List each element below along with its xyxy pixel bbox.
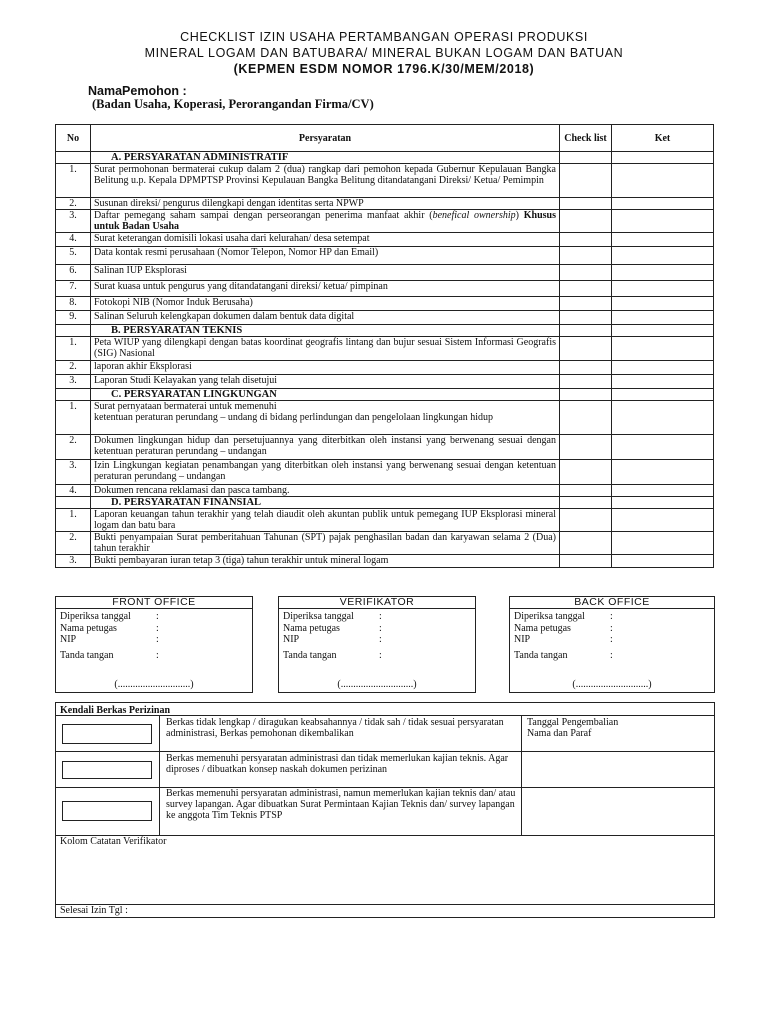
requirement-cell — [91, 361, 560, 375]
signature-label — [56, 650, 252, 662]
remarks-cell[interactable] — [612, 555, 714, 568]
requirement-row — [56, 311, 714, 325]
requirement-no: 7. — [56, 281, 91, 297]
return-date-label: Tanggal Pengembalian Nama dan Paraf — [527, 717, 619, 739]
requirement-row — [56, 555, 714, 568]
requirement-text-italic: benefical ownership — [432, 210, 516, 221]
remarks-cell[interactable] — [612, 233, 714, 247]
nip-label — [56, 634, 252, 646]
remarks-cell[interactable] — [612, 247, 714, 265]
control-option-checkbox[interactable] — [62, 801, 152, 821]
license-finished-date-label: Selesai Izin Tgl : — [60, 905, 128, 916]
control-option-text: Berkas tidak lengkap / diragukan keabsahannya / tidak sah / tidak sesuai persyaratan administrasi, Berkas pemohonan dikembalikan — [166, 717, 504, 739]
requirement-text: Peta WIUP yang dilengkapi dengan batas koordinat geografis lintang dan bujur sesuai Sistem Informasi Geografis (SIG) Nasional — [94, 337, 556, 359]
field-colon: : — [379, 634, 382, 645]
requirement-row — [56, 435, 714, 460]
section-ket-cell — [612, 389, 714, 401]
field-label: Tanda tangan — [60, 649, 114, 661]
section-header-row — [56, 152, 714, 164]
remarks-cell[interactable] — [612, 401, 714, 435]
requirement-text: Laporan keuangan tahun terakhir yang telah diaudit oleh akuntan publik untuk pemegang IUP Eksplorasi mineral logam dan batu bara — [94, 509, 556, 531]
requirement-row — [56, 164, 714, 198]
field-colon: : — [610, 649, 613, 661]
remarks-cell[interactable] — [612, 460, 714, 485]
field-label: Tanda tangan — [283, 649, 337, 661]
control-option-checkbox[interactable] — [62, 724, 152, 744]
section-no-cell — [56, 389, 91, 401]
requirement-text: Izin Lingkungan kegiatan penambangan yang diterbitkan oleh instansi yang berwenang sesuai dengan ketentuan peraturan perundang – undangan — [94, 460, 556, 482]
officer-name-label — [510, 623, 714, 635]
requirement-cell — [91, 532, 560, 555]
field-colon: : — [156, 622, 159, 634]
requirement-text: Salinan IUP Eksplorasi — [94, 265, 187, 276]
requirement-row — [56, 297, 714, 311]
requirement-no: 2. — [56, 435, 91, 460]
requirement-no: 3. — [56, 375, 91, 389]
col-header-checklist: Check list — [560, 125, 612, 152]
checklist-cell[interactable] — [560, 401, 612, 435]
field-colon: : — [379, 622, 382, 634]
requirement-row — [56, 460, 714, 485]
requirement-no: 1. — [56, 164, 91, 198]
requirement-no: 2. — [56, 532, 91, 555]
verifier-notes-label: Kolom Catatan Verifikator — [60, 836, 167, 847]
requirement-text: Salinan Seluruh kelengkapan dokumen dalam bentuk data digital — [94, 311, 355, 322]
requirement-text-bold: Khusus untuk Badan Usaha — [94, 210, 556, 232]
file-control-title: Kendali Berkas Perizinan — [60, 705, 170, 716]
field-label: Diperiksa tanggal — [514, 611, 585, 622]
field-colon: : — [156, 649, 159, 661]
checklist-cell[interactable] — [560, 265, 612, 281]
checked-date-label — [56, 611, 252, 623]
office-box — [278, 596, 476, 693]
section-check-cell — [560, 152, 612, 164]
checklist-cell[interactable] — [560, 198, 612, 210]
office-box — [55, 596, 253, 693]
requirement-cell — [91, 375, 560, 389]
section-title: A. PERSYARATAN ADMINISTRATIF — [91, 152, 560, 164]
requirement-row — [56, 361, 714, 375]
requirement-text: laporan akhir Eksplorasi — [94, 361, 192, 372]
requirement-no: 3. — [56, 555, 91, 568]
requirement-cell — [91, 555, 560, 568]
checklist-cell[interactable] — [560, 281, 612, 297]
section-ket-cell — [612, 497, 714, 509]
requirement-text-cont: ) — [515, 210, 524, 221]
applicant-type-label: (Badan Usaha, Koperasi, Perorangandan Firma/CV) — [92, 97, 374, 111]
checklist-cell[interactable] — [560, 247, 612, 265]
remarks-cell[interactable] — [612, 435, 714, 460]
requirement-no: 3. — [56, 460, 91, 485]
requirement-text: Susunan direksi/ pengurus dilengkapi dengan identitas serta NPWP — [94, 198, 364, 209]
requirement-text: Data kontak resmi perusahaan (Nomor Telepon, Nomor HP dan Email) — [94, 247, 379, 258]
field-label: Nama petugas — [60, 622, 117, 634]
checklist-cell[interactable] — [560, 164, 612, 198]
remarks-cell[interactable] — [612, 337, 714, 361]
requirement-row — [56, 375, 714, 389]
field-colon: : — [610, 622, 613, 634]
requirement-cell — [91, 311, 560, 325]
remarks-cell[interactable] — [612, 198, 714, 210]
requirement-cell — [91, 265, 560, 281]
section-check-cell — [560, 325, 612, 337]
requirement-cell — [91, 233, 560, 247]
doc-title-line-1: CHECKLIST IZIN USAHA PERTAMBANGAN OPERASI PRODUKSI — [180, 30, 588, 44]
requirement-cell — [91, 297, 560, 311]
requirement-cell — [91, 164, 560, 198]
officer-name-label — [279, 623, 475, 635]
field-colon: : — [379, 649, 382, 661]
requirement-text: Surat pernyataan bermaterai untuk memenuhi ketentuan peraturan perundang – undang di bidang perlindungan dan pengelolaan lingkungan hidup — [94, 401, 494, 423]
checked-date-label — [279, 611, 475, 623]
requirement-cell — [91, 210, 560, 233]
requirement-cell — [91, 401, 560, 435]
table-header-row — [56, 125, 714, 152]
section-check-cell — [560, 389, 612, 401]
requirement-cell — [91, 435, 560, 460]
remarks-cell[interactable] — [612, 361, 714, 375]
field-colon: : — [156, 634, 159, 645]
requirement-text: Bukti pembayaran iuran tetap 3 (tiga) tahun terakhir untuk mineral logam — [94, 555, 389, 566]
section-check-cell — [560, 497, 612, 509]
field-colon: : — [610, 611, 613, 622]
requirement-row — [56, 509, 714, 532]
checklist-cell[interactable] — [560, 485, 612, 497]
field-label: Diperiksa tanggal — [283, 611, 354, 622]
section-ket-cell — [612, 152, 714, 164]
requirement-no: 1. — [56, 401, 91, 435]
office-box — [509, 596, 715, 693]
requirement-no: 9. — [56, 311, 91, 325]
requirement-cell — [91, 509, 560, 532]
nip-label — [510, 634, 714, 646]
remarks-cell[interactable] — [612, 532, 714, 555]
requirement-no: 3. — [56, 210, 91, 233]
requirement-row — [56, 198, 714, 210]
checklist-cell[interactable] — [560, 375, 612, 389]
remarks-cell[interactable] — [612, 281, 714, 297]
requirement-text: Dokumen rencana reklamasi dan pasca tambang. — [94, 485, 290, 496]
field-label: Nama petugas — [283, 622, 340, 634]
section-header-row — [56, 389, 714, 401]
signature-line[interactable]: (.............................) — [114, 679, 194, 690]
checklist-cell[interactable] — [560, 233, 612, 247]
signature-label — [510, 650, 714, 662]
requirement-row — [56, 265, 714, 281]
requirement-no: 1. — [56, 509, 91, 532]
control-option-text: Berkas memenuhi persyaratan administrasi dan tidak memerlukan kajian teknis. Agar diproses / dibuatkan konsep naskah dokumen perizinan — [166, 753, 509, 775]
field-label: Diperiksa tanggal — [60, 611, 131, 622]
control-option-text: Berkas memenuhi persyaratan administrasi, namun memerlukan kajian teknis dan/ atau survey lapangan. Agar dibuatkan Surat Permintaan Kajian Teknis dan/ survey lapangan ke anggota Tim Teknis PTSP — [166, 788, 516, 821]
field-colon: : — [379, 611, 382, 622]
field-label: NIP — [514, 634, 531, 645]
requirement-no: 2. — [56, 361, 91, 375]
field-colon: : — [610, 634, 613, 645]
remarks-cell[interactable] — [612, 265, 714, 281]
requirement-cell — [91, 247, 560, 265]
remarks-cell[interactable] — [612, 210, 714, 233]
requirement-text: Laporan Studi Kelayakan yang telah disetujui — [94, 375, 278, 386]
section-no-cell — [56, 152, 91, 164]
requirement-no: 1. — [56, 337, 91, 361]
office-title: BACK OFFICE — [510, 597, 714, 609]
signature-line[interactable]: (.............................) — [337, 679, 417, 690]
requirement-row — [56, 210, 714, 233]
requirement-row — [56, 485, 714, 497]
checklist-cell[interactable] — [560, 460, 612, 485]
office-title: VERIFIKATOR — [279, 597, 475, 609]
checklist-cell[interactable] — [560, 297, 612, 311]
requirement-cell — [91, 337, 560, 361]
section-title: B. PERSYARATAN TEKNIS — [91, 325, 560, 337]
section-no-cell — [56, 325, 91, 337]
signature-label — [279, 650, 475, 662]
remarks-cell[interactable] — [612, 485, 714, 497]
checklist-cell[interactable] — [560, 361, 612, 375]
requirement-no: 6. — [56, 265, 91, 281]
requirement-row — [56, 281, 714, 297]
signature-line[interactable]: (.............................) — [572, 679, 652, 690]
remarks-cell[interactable] — [612, 311, 714, 325]
checked-date-label — [510, 611, 714, 623]
checklist-cell[interactable] — [560, 337, 612, 361]
requirement-text: Dokumen lingkungan hidup dan persetujuannya yang diterbitkan oleh instansi yang berwenang sesuai dengan ketentuan peraturan perundang – undangan — [94, 435, 556, 457]
requirement-text: Daftar pemegang saham sampai dengan perseorangan penerima manfaat akhir ( — [94, 210, 433, 221]
nip-label — [279, 634, 475, 646]
checklist-cell[interactable] — [560, 509, 612, 532]
requirement-row — [56, 233, 714, 247]
requirement-text: Bukti penyampaian Surat pemberitahuan Tahunan (SPT) pajak penghasilan badan dan karyawan selama 2 (Dua) tahun terakhir — [94, 532, 556, 554]
requirement-no: 4. — [56, 485, 91, 497]
remarks-cell[interactable] — [612, 297, 714, 311]
col-header-remarks: Ket — [612, 125, 714, 152]
requirement-row — [56, 247, 714, 265]
control-option-row — [56, 787, 714, 836]
section-title: C. PERSYARATAN LINGKUNGAN — [91, 389, 560, 401]
section-ket-cell — [612, 325, 714, 337]
section-no-cell — [56, 497, 91, 509]
control-option-row — [56, 751, 714, 788]
requirement-cell — [91, 198, 560, 210]
requirement-text: Surat permohonan bermaterai cukup dalam 2 (dua) rangkap dari pemohon kepada Gubernur Kepulauan Bangka Belitung u.p. Kepala DPMPTSP Provinsi Kepulauan Bangka Belitung ditandatangani Direksi/ Ketua/ Pemimpin — [94, 164, 556, 186]
requirement-no: 2. — [56, 198, 91, 210]
requirement-text: Surat kuasa untuk pengurus yang ditandatangani direksi/ ketua/ pimpinan — [94, 281, 388, 292]
checklist-cell[interactable] — [560, 555, 612, 568]
doc-title-line-2: MINERAL LOGAM DAN BATUBARA/ MINERAL BUKAN LOGAM DAN BATUAN — [144, 46, 624, 60]
remarks-cell[interactable] — [612, 164, 714, 198]
requirement-cell — [91, 485, 560, 497]
section-title: D. PERSYARATAN FINANSIAL — [91, 497, 560, 509]
requirement-row — [56, 401, 714, 435]
section-header-row — [56, 325, 714, 337]
checklist-cell[interactable] — [560, 435, 612, 460]
requirement-cell — [91, 460, 560, 485]
remarks-cell[interactable] — [612, 509, 714, 532]
section-header-row — [56, 497, 714, 509]
requirement-row — [56, 532, 714, 555]
field-label: NIP — [283, 634, 300, 645]
requirement-cell — [91, 281, 560, 297]
field-label: NIP — [60, 634, 77, 645]
requirements-table — [55, 124, 714, 568]
requirement-no: 5. — [56, 247, 91, 265]
requirement-text: Surat keterangan domisili lokasi usaha dari kelurahan/ desa setempat — [94, 233, 370, 244]
requirement-text: Fotokopi NIB (Nomor Induk Berusaha) — [94, 297, 253, 308]
requirement-no: 4. — [56, 233, 91, 247]
officer-name-label — [56, 623, 252, 635]
checklist-cell[interactable] — [560, 210, 612, 233]
field-label: Tanda tangan — [514, 649, 568, 661]
field-label: Nama petugas — [514, 622, 571, 634]
control-option-checkbox[interactable] — [62, 761, 152, 779]
requirement-no: 8. — [56, 297, 91, 311]
file-control-section — [55, 702, 715, 918]
col-header-no: No — [56, 125, 91, 152]
checklist-cell[interactable] — [560, 311, 612, 325]
control-option-row — [56, 715, 714, 752]
applicant-name-label: NamaPemohon : — [88, 84, 187, 98]
requirement-row — [56, 337, 714, 361]
doc-title-line-3: (KEPMEN ESDM NOMOR 1796.K/30/MEM/2018) — [233, 62, 535, 76]
col-header-requirement: Persyaratan — [91, 125, 560, 152]
office-title: FRONT OFFICE — [56, 597, 252, 609]
remarks-cell[interactable] — [612, 375, 714, 389]
checklist-cell[interactable] — [560, 532, 612, 555]
field-colon: : — [156, 611, 159, 622]
